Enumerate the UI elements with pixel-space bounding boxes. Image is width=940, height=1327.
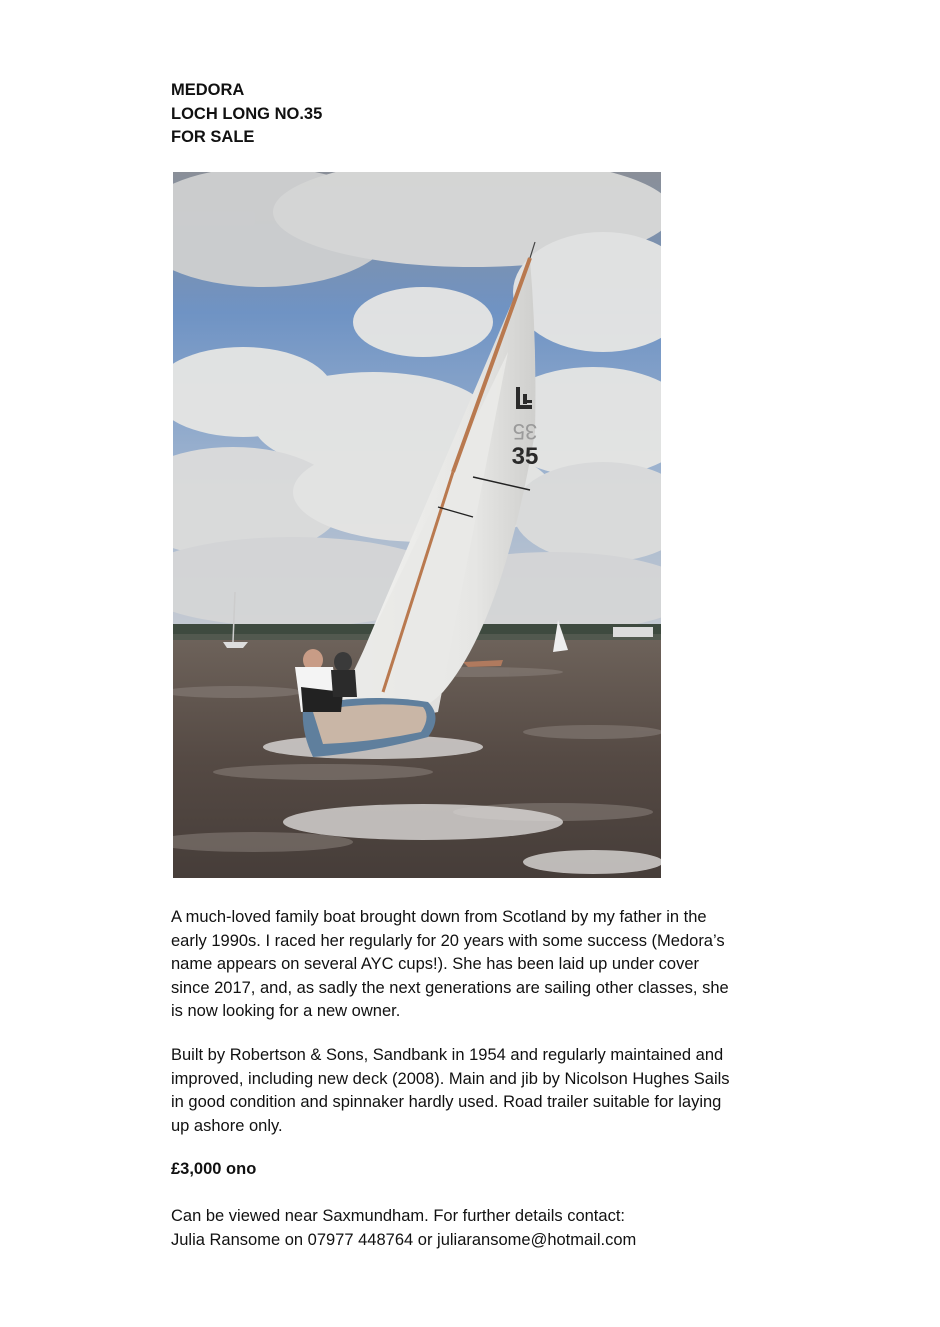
description-paragraph-1: [171, 906, 771, 1024]
description-paragraph-2: [171, 1044, 771, 1138]
title-block: [171, 79, 322, 150]
boat-name: MEDORA: [171, 81, 245, 99]
contact-line: Julia Ransome on 07977 448764 or juliaransome@hotmail.com: [171, 1230, 637, 1249]
sail-number: 35: [511, 443, 539, 470]
price: £3,000 ono: [171, 1160, 257, 1178]
svg-text:35: 35: [512, 419, 538, 444]
text-line: improved, including new deck (2008). Main and jib by Nicolson Hughes Sails: [171, 1069, 730, 1088]
text-line: name appears on several AYC cups!). She has been laid up under cover: [171, 955, 700, 973]
boat-class-number: LOCH LONG NO.35: [171, 104, 323, 123]
text-line: Built by Robertson & Sons, Sandbank in 1954 and regularly maintained and: [171, 1046, 724, 1064]
contact-details: [171, 1205, 771, 1252]
sailboat-photo: [173, 172, 661, 878]
text-line: is now looking for a new owner.: [171, 1002, 401, 1020]
text-line: in good condition and spinnaker hardly used. Road trailer suitable for laying: [171, 1093, 722, 1111]
text-line: early 1990s. I raced her regularly for 20 years with some success (Medora’s: [171, 931, 725, 950]
text-line: since 2017, and, as sadly the next generations are sailing other classes, she: [171, 978, 729, 997]
text-line: Can be viewed near Saxmundham. For further details contact:: [171, 1207, 625, 1225]
for-sale-heading: FOR SALE: [171, 128, 255, 146]
text-line: up ashore only.: [171, 1116, 283, 1135]
text-line: A much-loved family boat brought down from Scotland by my father in the: [171, 908, 707, 926]
